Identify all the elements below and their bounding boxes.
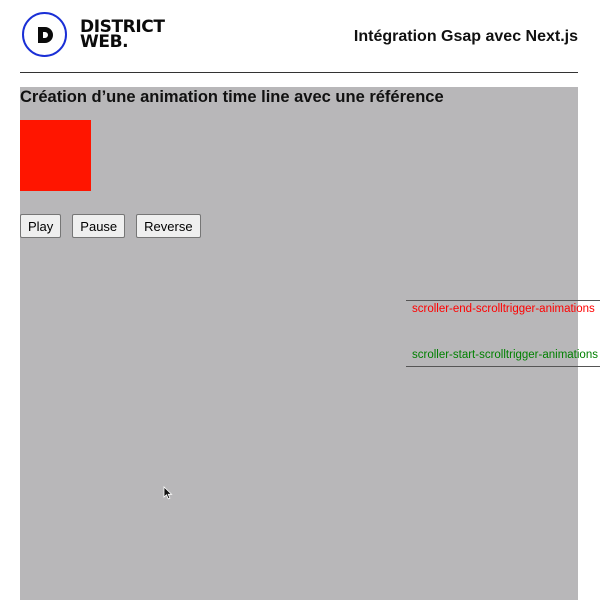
demo-heading: Création d’une animation time line avec une référence	[20, 88, 444, 106]
logo[interactable]	[22, 12, 165, 57]
logo-line-1: DISTRICT	[80, 16, 165, 37]
play-button[interactable]: Play	[20, 214, 61, 238]
timeline-controls	[20, 214, 201, 238]
logo-line-2: WEB.	[80, 31, 129, 52]
district-web-logo-icon	[22, 12, 67, 57]
scroller-start-marker: scroller-start-scrolltrigger-animations	[406, 349, 600, 367]
scroller-end-marker: scroller-end-scrolltrigger-animations	[406, 300, 600, 315]
reverse-button[interactable]: Reverse	[136, 214, 200, 238]
logo-wordmark	[80, 16, 165, 52]
site-title: Intégration Gsap avec Next.js	[353, 28, 578, 45]
mouse-pointer-icon	[163, 486, 173, 500]
pause-button[interactable]: Pause	[72, 214, 125, 238]
animation-demo-area	[20, 87, 578, 600]
animated-box	[20, 120, 91, 191]
site-header	[20, 8, 578, 73]
